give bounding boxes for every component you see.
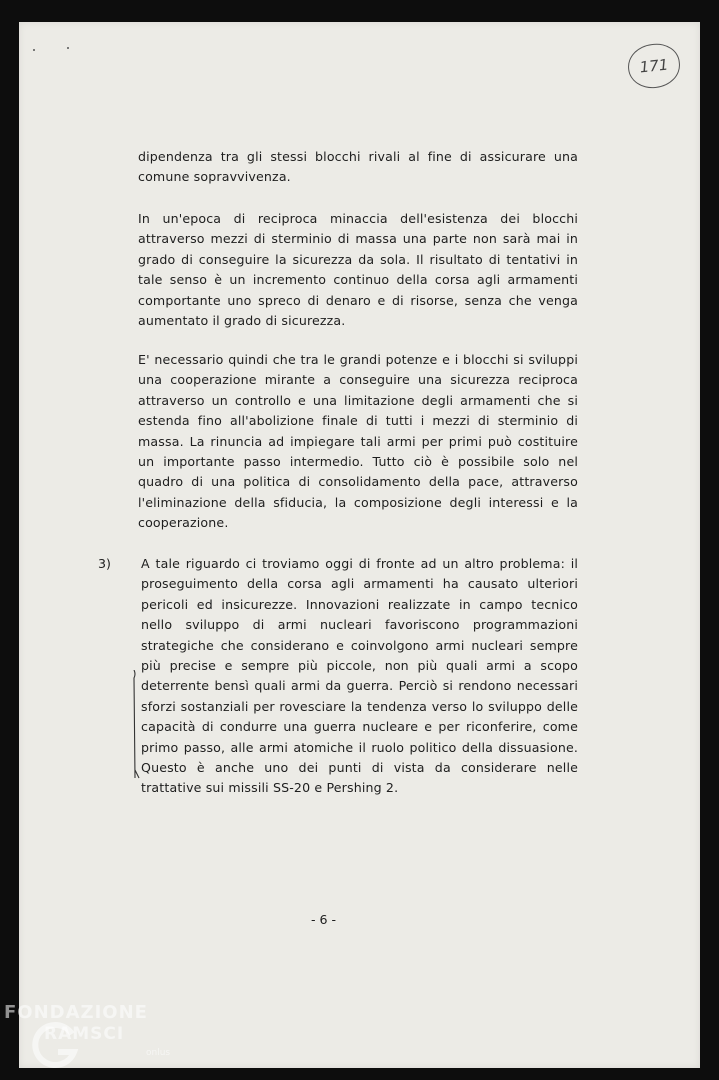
- paragraph-1: dipendenza tra gli stessi blocchi rivali al fine di assicurare una comune sopravvivenza.: [138, 149, 578, 185]
- dust-speck: [67, 47, 69, 49]
- page-number: - 6 -: [310, 912, 337, 927]
- watermark-line-2: RAMSCI: [44, 1024, 125, 1044]
- paragraph-2: In un'epoca di reciproca minaccia dell'esistenza dei blocchi attraverso mezzi di sterminio di massa una parte non sarà mai in grado di conseguire la sicurezza da sola. Il risultato di tentativi in tale senso è un incremento continuo della corsa agli armamenti comportante uno spreco di denaro e di risorse, senza che venga aumentato il grado di sicurezza.: [138, 211, 578, 329]
- watermark-logo: [4, 1002, 184, 1080]
- margin-line-mark: [131, 670, 141, 780]
- paragraph-4: A tale riguardo ci troviamo oggi di fronte ad un altro problema: il proseguimento della corsa agli armamenti ha causato ulteriori pericoli ed insicurezze. Innovazioni realizzate in campo tecnico nello sviluppo di armi nucleari favoriscono programmazioni strategiche che considerano e coinvolgono armi nucleari sempre più precise e sempre più piccole, non più quali armi a scopo deterrente bensì quali armi da guerra. Perciò si rendono necessari sforzi sostanziali per rovesciare la tendenza verso lo sviluppo delle capacità di condurre una guerra nucleare e per riconferire, come primo passo, alle armi atomiche il ruolo politico della dissuasione. Questo è anche uno dei punti di vista da considerare nelle trattative sui missili SS-20 e Pershing 2.: [141, 556, 578, 796]
- item-number: 3): [98, 556, 111, 571]
- paragraph-3: E' necessario quindi che tra le grandi potenze e i blocchi si sviluppi una cooperazione mirante a conseguire una sicurezza reciproca attraverso un controllo e una limitazione degli armamenti che si estenda fino all'abolizione finale di tutti i mezzi di sterminio di massa. La rinuncia ad impiegare tali armi per primi può costituire un importante passo intermedio. Tutto ciò è possibile solo nel quadro di una politica di consolidamento della pace, attraverso l'eliminazione della sfiducia, la composizione degli interessi e la cooperazione.: [138, 352, 578, 531]
- watermark-line-3: onlus: [146, 1048, 171, 1058]
- watermark-line-1: FONDAZIONE: [4, 1002, 148, 1023]
- dust-speck: [33, 49, 35, 51]
- archive-number: 171: [638, 55, 670, 77]
